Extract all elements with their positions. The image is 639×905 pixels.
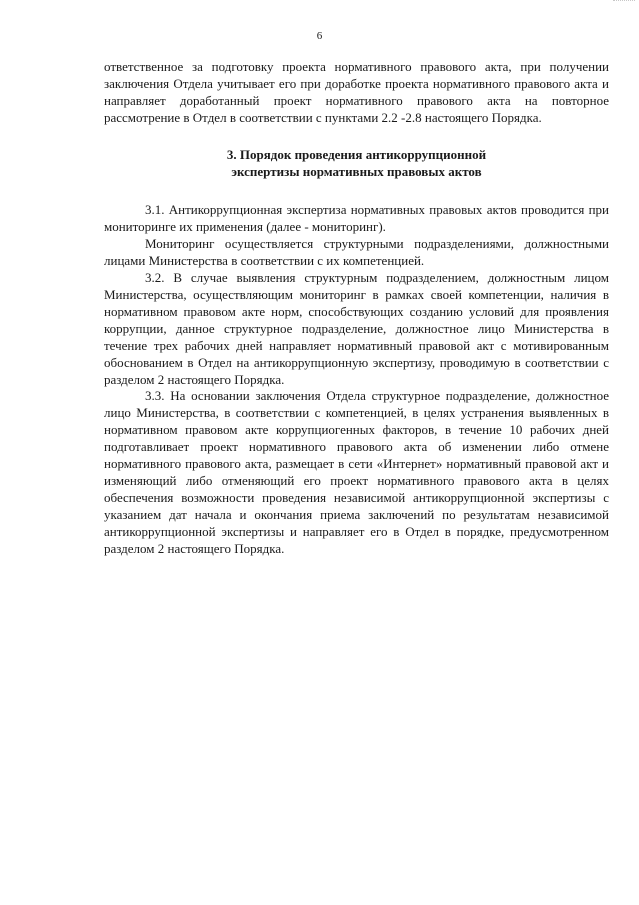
section-heading-line-1: 3. Порядок проведения антикоррупционной (226, 146, 487, 162)
paragraph-3-3: 3.3. На основании заключения Отдела структурное подразделение, должностное лицо Министерства, в соответствии с компетенцией, в целях устранения выявленных в нормативном правовом акте коррупциогенных факторов, в течение 10 рабочих дней подготавливает проект нормативного правового акта об изменении либо отмене нормативного правового акта, размещает в сети «Интернет» нормативный правовой акт и изменяющий либо отменяющий его проект нормативного правового акта в целях обеспечения возможности проведения независимой антикоррупционной экспертизы с указанием дат начала и окончания приема заключений по результатам независимой антикоррупционной экспертизы и направляет его в Отдел в порядке, предусмотренном разделом 2 настоящего Порядка. (104, 388, 609, 556)
paragraph-3-2: 3.2. В случае выявления структурным подразделением, должностным лицом Министерства, осуществляющим мониторинг в рамках своей компетенции, наличия в нормативном правовом акте норм, способствующих созданию условий для проявления коррупции, данное структурное подразделение, должностное лицо Министерства в течение трех рабочих дней направляет нормативный правовой акт с мотивированным обоснованием в Отдел на антикоррупционную экспертизу, проводимую в соответствии с разделом 2 настоящего Порядка. (104, 270, 609, 387)
scan-artifact (613, 0, 635, 3)
document-body (104, 59, 609, 557)
intro-paragraph: ответственное за подготовку проекта нормативного правового акта, при получении заключения Отдела учитывает его при доработке проекта нормативного правового акта и направляет доработанный проект нормативного правового акта на повторное рассмотрение в Отдел в соответствии с пунктами 2.2 -2.8 настоящего Порядка. (104, 59, 609, 125)
page-number: 6 (316, 30, 323, 42)
section-heading-line-2: экспертизы нормативных правовых актов (231, 163, 482, 179)
paragraph-monitoring: Мониторинг осуществляется структурными подразделениями, должностными лицами Министерства в соответствии с их компетенцией. (104, 236, 609, 269)
paragraph-3-1: 3.1. Антикоррупционная экспертиза нормативных правовых актов проводится при мониторинге их применения (далее - мониторинг). (104, 202, 609, 235)
section-heading (104, 147, 609, 181)
